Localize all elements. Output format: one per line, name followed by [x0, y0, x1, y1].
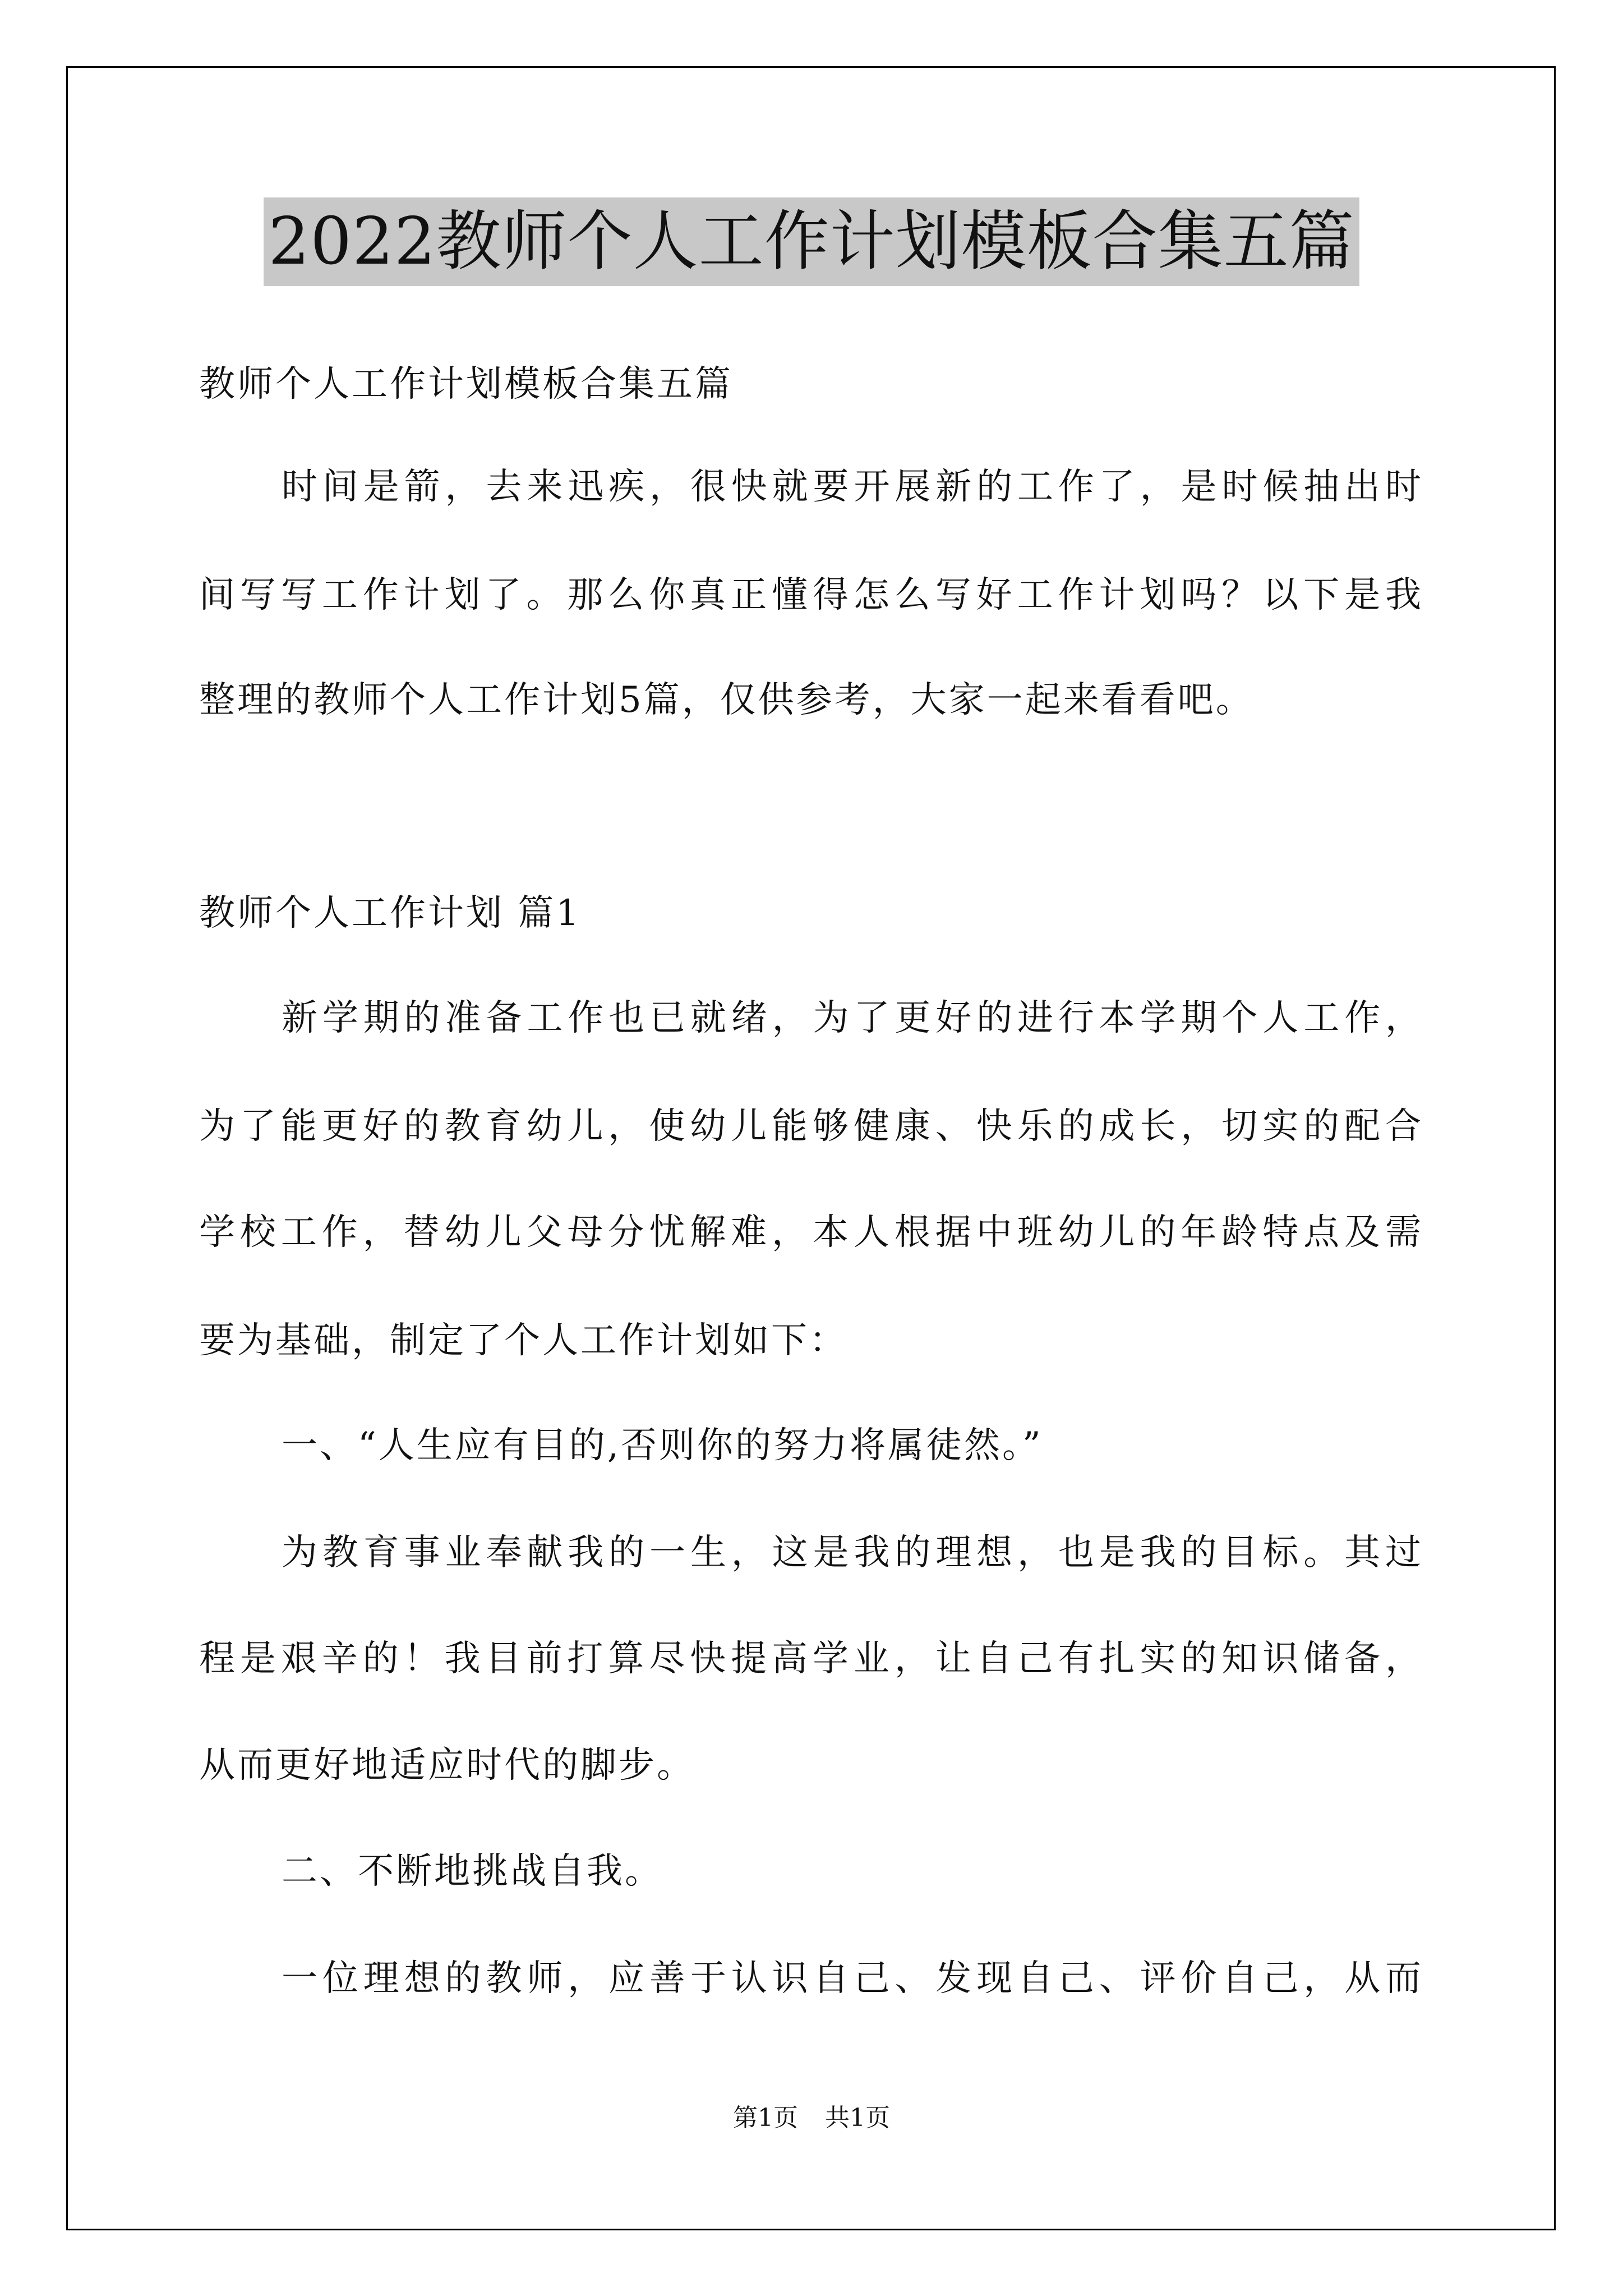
- section-para1-line-3: 学校工作，替幼儿父母分忧解难，本人根据中班幼儿的年龄特点及需: [199, 1212, 1423, 1253]
- title-wrap: [0, 197, 1623, 286]
- section-heading: 教师个人工作计划 篇1: [199, 892, 582, 934]
- point1-para-line-2: 程是艰辛的！我目前打算尽快提高学业，让自己有扎实的知识储备，: [199, 1638, 1423, 1680]
- subtitle: 教师个人工作计划模板合集五篇: [199, 364, 733, 405]
- intro-line-1: 时间是箭，去来迅疾，很快就要开展新的工作了，是时候抽出时: [282, 466, 1423, 508]
- document-title: 2022教师个人工作计划模板合集五篇: [264, 197, 1359, 286]
- point2-heading: 二、不断地挑战自我。: [282, 1851, 663, 1892]
- section-para1-line-1: 新学期的准备工作也已就绪，为了更好的进行本学期个人工作，: [282, 997, 1423, 1039]
- point2-para-line-1: 一位理想的教师，应善于认识自己、发现自己、评价自己，从而: [282, 1958, 1423, 1999]
- page-number-current: 第1页: [733, 2104, 798, 2132]
- point1-heading: 一、“人生应有目的,否则你的努力将属徒然。”: [282, 1425, 1043, 1466]
- section-para1-line-2: 为了能更好的教育幼儿，使幼儿能够健康、快乐的成长，切实的配合: [199, 1106, 1423, 1147]
- intro-line-3: 整理的教师个人工作计划5篇，仅供参考，大家一起来看看吧。: [199, 679, 1254, 721]
- point1-para-line-3: 从而更好地适应时代的脚步。: [199, 1745, 695, 1786]
- page-footer: [0, 2101, 1623, 2135]
- section-para1-line-4: 要为基础，制定了个人工作计划如下：: [199, 1320, 847, 1361]
- point1-para-line-1: 为教育事业奉献我的一生，这是我的理想，也是我的目标。其过: [282, 1532, 1423, 1573]
- page-number-total: 共1页: [825, 2104, 890, 2132]
- intro-line-2: 间写写工作计划了。那么你真正懂得怎么写好工作计划吗？以下是我: [199, 574, 1423, 616]
